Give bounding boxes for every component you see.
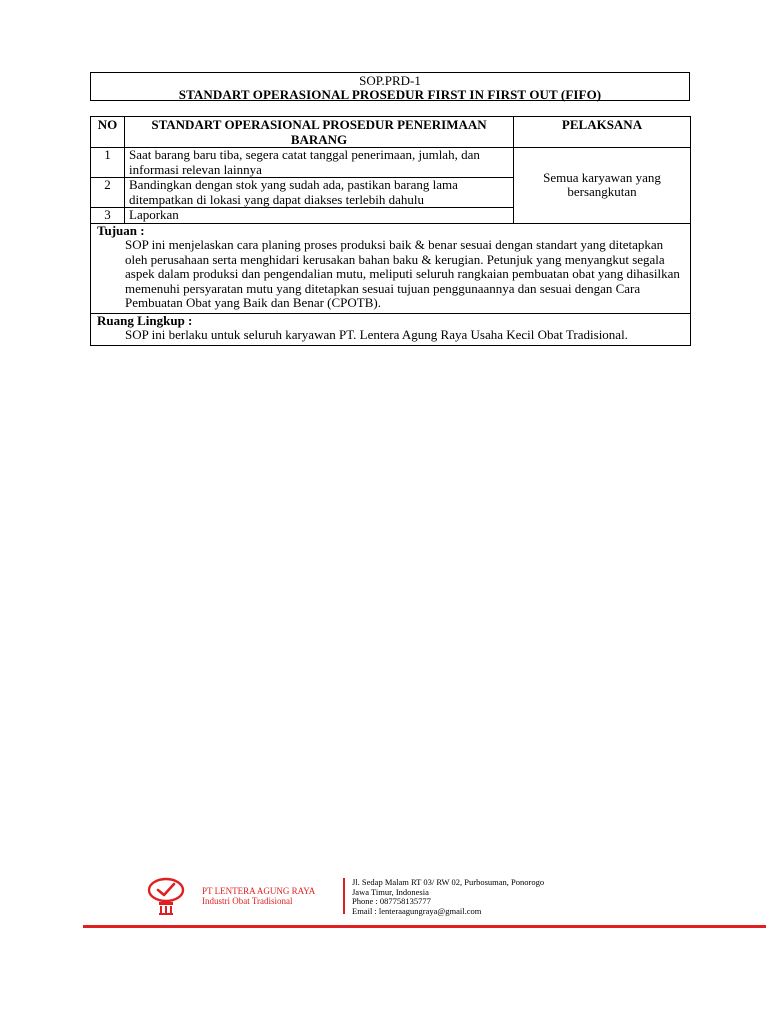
- purpose-text: SOP ini menjelaskan cara planing proses produksi baik & benar sesuai dengan standart yang ditetapkan oleh perusahaan serta menghidari kerusakan bahan baku & kerugian. Petunjuk yang menyangkut segala aspek dalam produksi dan pengendalian mutu, meliputi seluruh rangkaian pembuatan obat yang dihasilkan memenuhi persyaratan mutu yang ditetapkan sesuai tujuan penggunaannya dan sesuai dengan Cara Pembuatan Obat yang Baik dan Benar (CPOTB).: [125, 237, 680, 310]
- sop-code: SOP.PRD-1: [359, 73, 421, 88]
- footer-company: [202, 886, 315, 906]
- lantern-logo-icon: [146, 876, 186, 916]
- footer-address: [352, 878, 544, 917]
- scope-text: SOP ini berlaku untuk seluruh karyawan PT. Lentera Agung Raya Usaha Kecil Obat Tradisional.: [125, 327, 628, 342]
- footer-red-line: [83, 925, 766, 928]
- scope-title: Ruang Lingkup :: [97, 312, 193, 328]
- sop-table: [90, 116, 691, 346]
- step-text: Saat barang baru tiba, segera catat tanggal penerimaan, jumlah, dan informasi relevan lainnya: [125, 148, 514, 178]
- footer-divider: [343, 878, 345, 914]
- company-tagline: Industri Obat Tradisional: [202, 896, 293, 906]
- step-text: Laporkan: [125, 208, 514, 224]
- step-number: 1: [91, 148, 125, 178]
- document-header: [90, 72, 690, 101]
- phone-text: Phone : 087758135777: [352, 896, 431, 907]
- col-no-header: NO: [91, 117, 125, 148]
- step-number: 2: [91, 178, 125, 208]
- email-text: Email : lenteraagungraya@gmail.com: [352, 906, 482, 917]
- table-row: [91, 148, 691, 178]
- company-name: PT LENTERA AGUNG RAYA: [202, 886, 316, 896]
- address-line1: Jl. Sedap Malam RT 03/ RW 02, Purbosuman, Ponorogo: [352, 877, 545, 887]
- purpose-cell: [91, 223, 691, 313]
- purpose-title: Tujuan :: [97, 222, 145, 238]
- table-header-row: [91, 117, 691, 148]
- step-text: Bandingkan dengan stok yang sudah ada, pastikan barang lama ditempatkan di lokasi yang dapat diakses terlebih dahulu: [125, 178, 514, 208]
- document-title: STANDART OPERASIONAL PROSEDUR FIRST IN FIRST OUT (FIFO): [178, 87, 602, 102]
- address-line2: Jawa Timur, Indonesia: [352, 886, 429, 897]
- col-procedure-header: STANDART OPERASIONAL PROSEDUR PENERIMAAN BARANG: [125, 117, 514, 148]
- col-executor-header: PELAKSANA: [514, 117, 691, 148]
- scope-cell: [91, 313, 691, 345]
- purpose-row: [91, 223, 691, 313]
- step-number: 3: [91, 208, 125, 224]
- executor-cell: Semua karyawan yang bersangkutan: [514, 148, 691, 224]
- scope-row: [91, 313, 691, 345]
